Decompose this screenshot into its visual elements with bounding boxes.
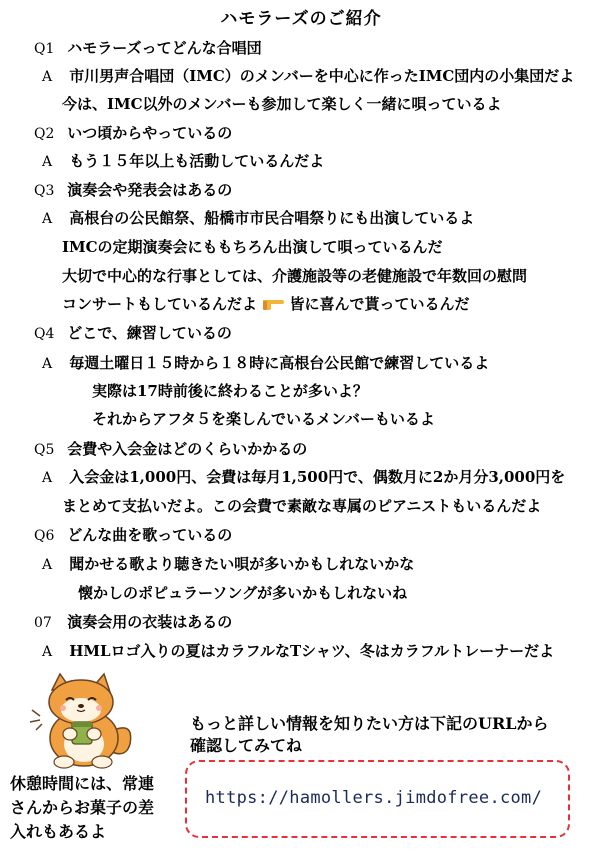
question-4 bbox=[34, 322, 232, 343]
question-label: Q2 bbox=[34, 126, 55, 142]
answer-6-line-2: 懐かしのポピュラーソングが多いかもしれないね bbox=[78, 584, 408, 602]
answer-text: コンサートもしているんだよ bbox=[62, 295, 258, 313]
answer-5-line-1 bbox=[42, 466, 565, 487]
answer-2-line-1 bbox=[42, 150, 324, 171]
question-6 bbox=[34, 524, 232, 545]
question-3 bbox=[34, 179, 232, 200]
question-text: 演奏会用の衣装はあるの bbox=[67, 613, 233, 631]
question-1 bbox=[34, 37, 262, 58]
answer-label: A bbox=[42, 211, 53, 227]
question-label: Q1 bbox=[34, 41, 55, 57]
question-text: いつ頃からやっているの bbox=[67, 124, 233, 142]
rest-note-line-2: さんからお菓子の差 bbox=[10, 798, 155, 817]
shiba-dog-mascot-icon bbox=[22, 672, 142, 774]
answer-text: 市川男声合唱団（IMC）のメンバーを中心に作ったIMC団内の小集団だよ bbox=[69, 67, 575, 85]
more-info-line-1: もっと詳しい情報を知りたい方は下記のURLから bbox=[190, 714, 549, 733]
answer-text: HMLロゴ入りの夏はカラフルなTシャツ、冬はカラフルトレーナーだよ bbox=[69, 642, 555, 660]
url-box bbox=[185, 760, 570, 838]
answer-5-line-2: まとめて支払いだよ。この会費で素敵な専属のピアニストもいるんだよ bbox=[62, 497, 542, 515]
website-url-link[interactable]: https://hamollers.jimdofree.com/ bbox=[205, 788, 543, 808]
page-title: ハモラーズのご紹介 bbox=[220, 9, 382, 29]
answer-text: 毎週土曜日１５時から１８時に高根台公民館で練習しているよ bbox=[69, 354, 490, 372]
pointing-hand-icon bbox=[262, 293, 284, 315]
more-info bbox=[190, 713, 549, 757]
answer-text: 皆に喜んで貰っているんだ bbox=[289, 295, 470, 313]
question-label: Q4 bbox=[34, 326, 55, 342]
answer-label: A bbox=[42, 470, 53, 486]
question-text: どんな曲を歌っているの bbox=[67, 526, 233, 544]
answer-6-line-1 bbox=[42, 553, 414, 574]
answer-text: もう１５年以上も活動しているんだよ bbox=[69, 152, 325, 170]
answer-text: 聞かせる歌より聴きたい唄が多いかもしれないかな bbox=[69, 555, 415, 573]
answer-4-line-2: 実際は17時前後に終わることが多いよ？ bbox=[92, 382, 368, 400]
answer-label: A bbox=[42, 644, 53, 660]
question-label: 07 bbox=[34, 615, 52, 631]
question-7 bbox=[34, 611, 232, 632]
answer-label: A bbox=[42, 69, 53, 85]
answer-4-line-3: それからアフタ５を楽しんでいるメンバーもいるよ bbox=[92, 410, 435, 428]
answer-text: 高根台の公民館祭、船橋市市民合唱祭りにも出演しているよ bbox=[69, 209, 475, 227]
question-5 bbox=[34, 438, 307, 459]
question-2 bbox=[34, 122, 232, 143]
rest-note-line-3: 入れもあるよ bbox=[10, 822, 107, 841]
question-label: Q5 bbox=[34, 442, 55, 458]
question-text: どこで、練習しているの bbox=[67, 324, 232, 342]
answer-4-line-1 bbox=[42, 352, 489, 373]
answer-7-line-1 bbox=[42, 640, 554, 661]
answer-text: 入会金は1,000円、会費は毎月1,500円で、偶数月に2か月分3,000円を bbox=[69, 468, 566, 486]
question-text: 演奏会や発表会はあるの bbox=[67, 181, 233, 199]
answer-1-line-2: 今は、IMC以外のメンバーも参加して楽しく一緒に唄っているよ bbox=[62, 95, 502, 113]
answer-3-line-3: 大切で中心的な行事としては、介護施設等の老健施設で年数回の慰問 bbox=[62, 267, 528, 285]
question-text: ハモラーズってどんな合唱団 bbox=[67, 39, 262, 57]
rest-note bbox=[10, 772, 154, 844]
answer-3-line-4 bbox=[62, 293, 470, 315]
answer-label: A bbox=[42, 356, 53, 372]
answer-label: A bbox=[42, 557, 53, 573]
question-text: 会費や入会金はどのくらいかかるの bbox=[67, 440, 308, 458]
more-info-line-2: 確認してみてね bbox=[190, 736, 303, 755]
question-label: Q3 bbox=[34, 183, 55, 199]
answer-3-line-1 bbox=[42, 207, 474, 228]
answer-label: A bbox=[42, 154, 53, 170]
rest-note-line-1: 休憩時間には、常連 bbox=[10, 774, 155, 793]
question-label: Q6 bbox=[34, 528, 55, 544]
answer-1-line-1 bbox=[42, 65, 574, 86]
answer-3-line-2: IMCの定期演奏会にももちろん出演して唄っているんだ bbox=[62, 238, 443, 256]
